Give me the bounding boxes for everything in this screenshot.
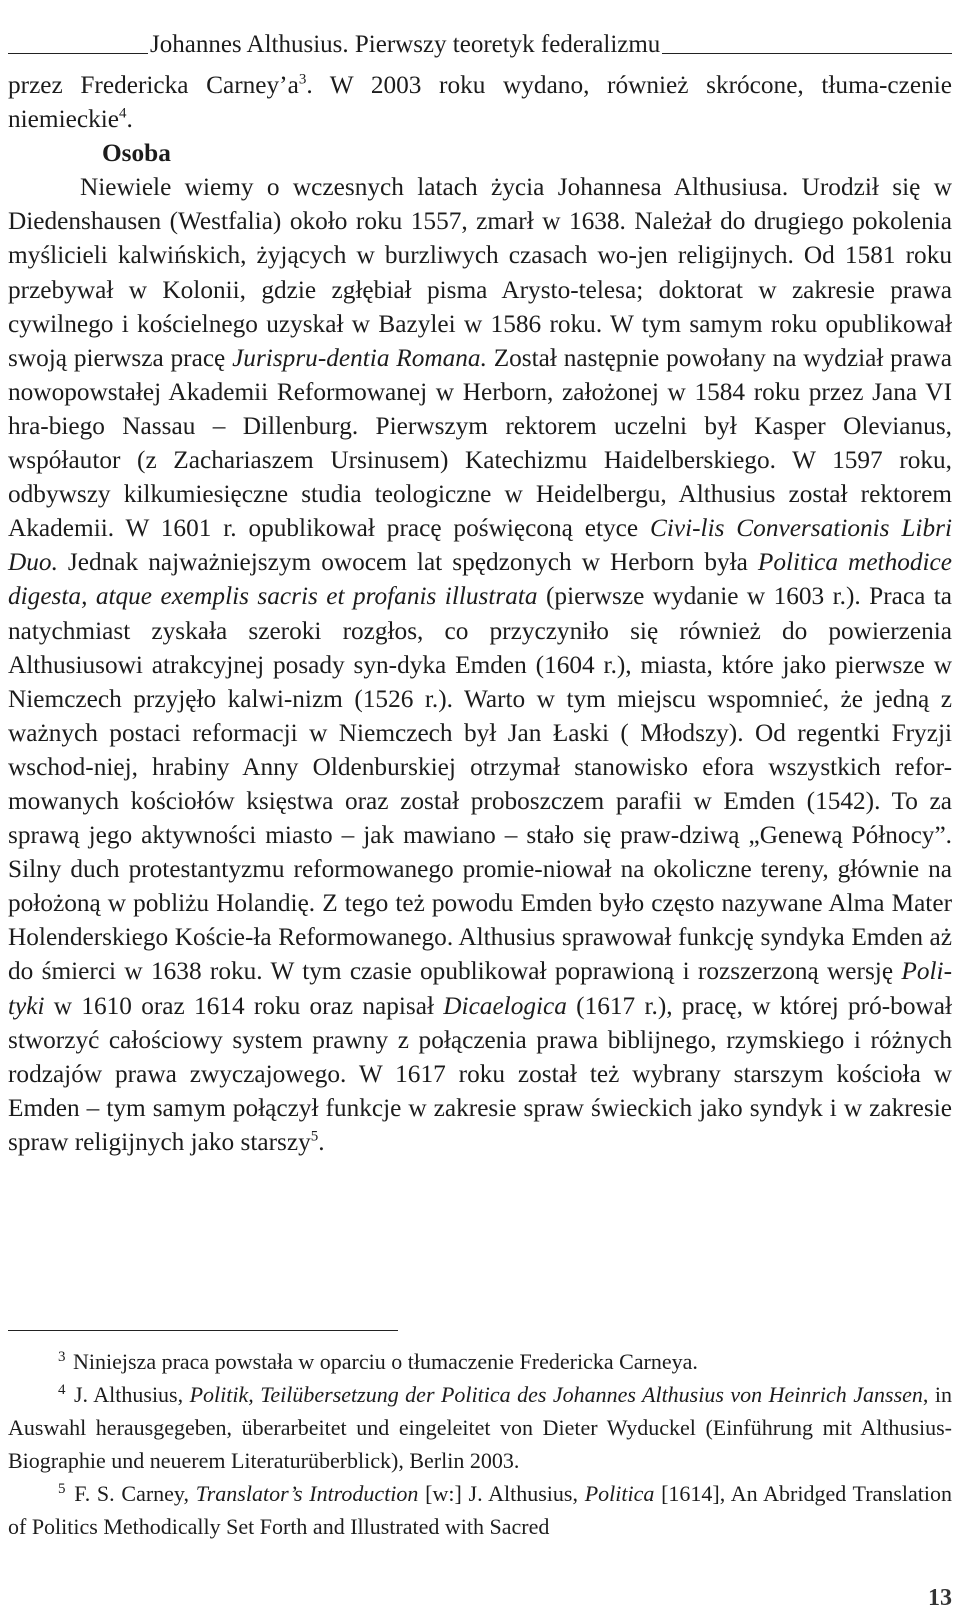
main-italic-3: Politica methodice digesta, atque exemplis sacris et profanis illustrata [8,548,953,611]
main-text-2: Został następnie powołany na wydział prawa nowopowstałej Akademii Reformowanej w Herborn, założonej w 1584 roku przez Jana VI hra-biego Nassau – Dillenburg. Pierwszym rektorem uczelni był Kasper Olevianus, współautor (z Zachariaszem Ursinusem) Katechizmu Haidelberskiego. W 1597 roku, odbywszy kilkumiesięczne studia teologiczne w Heidelbergu, Althusius został rektorem Akademii. W 1601 r. opublikował pracę poświęconą etyce [8,343,952,543]
main-italic-5: Dicaelogica [443,991,567,1020]
page-number: 13 [928,1585,952,1611]
intro-paragraph [8,68,952,136]
main-text-4: (pierwsze wydanie w 1603 r.). Praca ta natychmiast zyskała szeroki rozgłos, co przyczyniło się również do powierzenia Althusiusowi atrakcyjnej posady syn-dyka Emden (1604 r.), miasta, które jako pierwsze w Niemczech przyjęło kalwi-nizm (1526 r.). Warto w tym miejscu wspomnieć, że jedną z ważnych postaci reformacji w Niemczech był Jan Łaski ( Młodszy). Od regentki Fryzji wschod-niej, hrabiny Anny Oldenburskiej otrzymał stanowisko efora wszystkich refor-mowanych kościołów księstwa oraz został proboszczem parafii w Emden (1542). To za sprawą jego aktywności miasto – jak mawiano – stało się praw-dziwą „Genewą Północy”. Silny duch protestantyzmu reformowanego promie-niował na okoliczne tereny, głównie na położoną w pobliżu Holandię. Z tego też powodu Emden było często nazywane Alma Mater Holenderskiego Koście-ła Reformowanego. Althusius sprawował funkcję syndyka Emden aż do śmierci w 1638 roku. W tym czasie opublikował poprawioną i rozszerzoną wersję [8,582,952,986]
main-italic-4: Poli-tyki [8,957,952,1020]
footnote-ref-5[interactable]: 5 [310,1128,319,1145]
main-text-5: w 1610 oraz 1614 roku oraz napisał [44,991,444,1020]
footnote-ref-3[interactable]: 3 [298,71,307,88]
footnote-text: Niniejsza praca powstała w oparciu o tłumaczenie Fredericka Carneya. [67,1349,698,1374]
footnote-text: J. Althusius, [67,1382,190,1407]
running-header [8,0,952,60]
main-italic-1: Jurispru-dentia Romana. [232,343,487,372]
main-text-7: . [318,1127,325,1156]
footnote-divider [8,1330,398,1331]
footnote-5 [8,1477,952,1543]
intro-text-2: . W 2003 roku wydano, również skrócone, tłuma-czenie niemieckie [8,71,952,134]
header-rule-left [8,53,148,54]
footnote-text: [1614], An Abridged Translation of Politics Methodically Set Forth and Illustrated with Sacred [8,1481,952,1539]
main-italic-2: Civi-lis Conversationis Libri Duo. [8,514,952,577]
footnote-number: 3 [58,1348,66,1365]
main-text-1: Niewiele wiemy o wczesnych latach życia Johannesa Althusiusa. Urodził się w Diedenshausen (Westfalia) około roku 1557, zmarł w 1638. Należał do drugiego pokolenia myślicieli kalwińskich, żyjących w burzliwych czasach wo-jen religijnych. Od 1581 roku przebywał w Kolonii, gdzie zgłębiał pisma Arysto-telesa; doktorat w zakresie prawa cywilnego i kościelnego uzyskał w Bazylei w 1586 roku. W tym samym roku opublikował swoją pierwsza pracę [8,173,952,372]
intro-text-3: . [126,105,133,134]
intro-text-1: przez Fredericka Carney’a [8,71,299,99]
running-header-title: Johannes Althusius. Pierwszy teoretyk federalizmu [150,31,661,58]
footnote-ref-4[interactable]: 4 [118,105,127,122]
footnote-italic: Translator’s Introduction [195,1481,419,1506]
footnote-number: 5 [58,1480,66,1497]
footnote-italic: Politik, Teilübersetzung der Politica des Johannes Althusius von Heinrich Janssen [189,1382,923,1407]
body-text [8,68,952,1159]
footnote-text: , in Auswahl herausgegeben, überarbeitet und eingeleitet von Dieter Wyduckel (Einführung mit Althusius-Biographie und neuerem Literaturüberblick), Berlin 2003. [8,1382,952,1473]
main-paragraph [8,170,952,1159]
footnotes [8,1345,952,1543]
main-text-6: (1617 r.), pracę, w której pró-bował stworzyć całościowy system prawny z połączenia prawa biblijnego, rzymskiego i różnych rodzajów prawa zwyczajowego. W 1617 roku został też wybrany starszym kościoła w Emden – tym samym połączył funkcje w zakresie spraw świeckich jako syndyk i w zakresie spraw religijnych jako starszy [8,991,952,1156]
main-text-3: Jednak najważniejszym owocem lat spędzonych w Herborn była [57,548,758,577]
footnote-4 [8,1378,952,1477]
footnote-3 [8,1345,952,1378]
footnote-text: F. S. Carney, [67,1481,196,1506]
footnote-text: [w:] J. Althusius, [418,1481,585,1506]
header-rule-right [662,53,952,54]
section-heading: Osoba [102,139,171,168]
footnote-italic: Politica [584,1481,655,1506]
footnote-number: 4 [58,1381,66,1398]
